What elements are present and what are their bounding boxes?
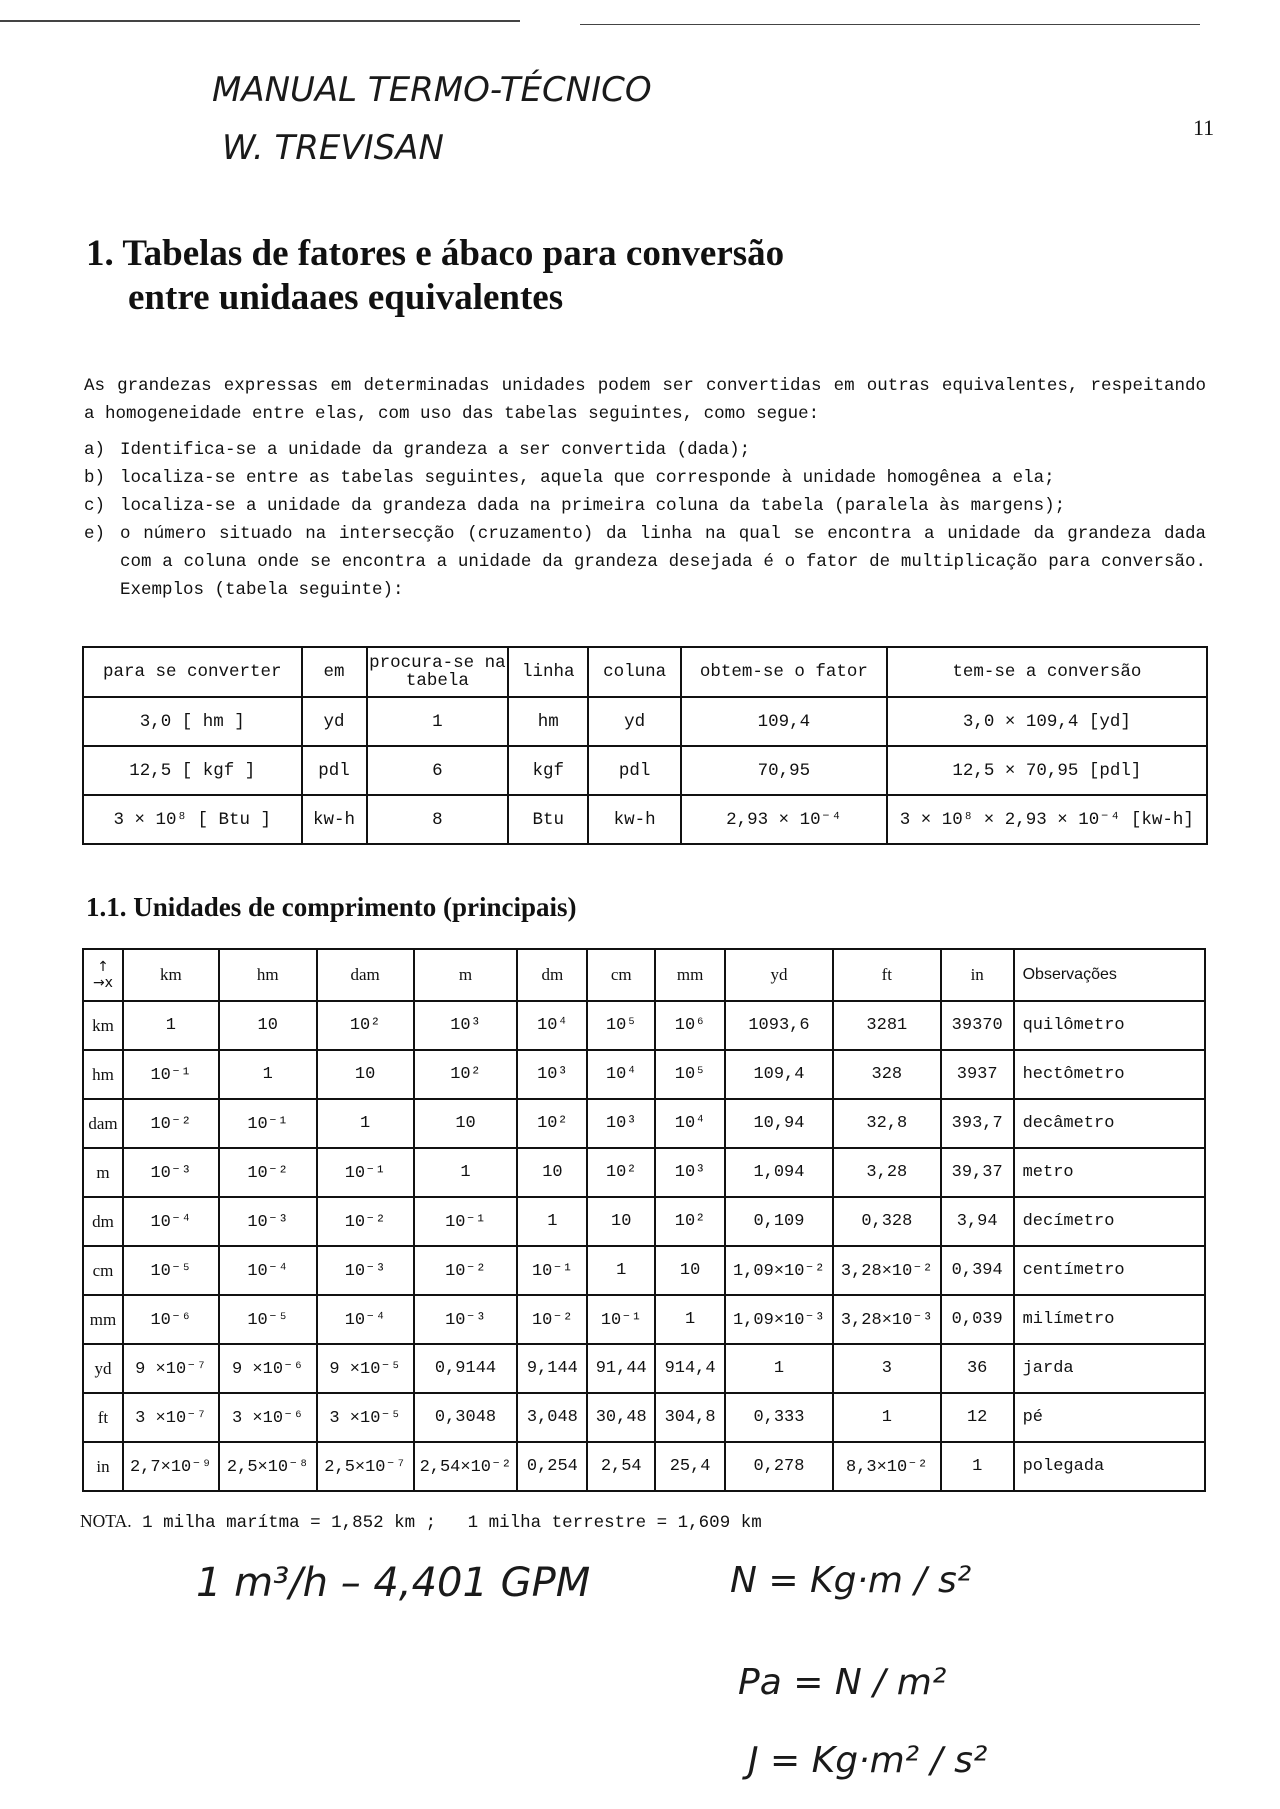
corner-cell <box>83 949 123 1001</box>
table-cell: 10⁻³ <box>414 1295 518 1344</box>
table-cell: 8,3×10⁻² <box>833 1442 941 1491</box>
table-cell: 10⁵ <box>587 1001 655 1050</box>
table-cell: 1,09×10⁻² <box>725 1246 833 1295</box>
list-marker: b) <box>84 468 106 488</box>
length-header-cell: in <box>941 949 1014 1001</box>
table-cell: 12 <box>941 1393 1014 1442</box>
observation-cell: milímetro <box>1014 1295 1205 1344</box>
table-cell: kw-h <box>588 795 681 844</box>
examples-header-cell: obtem-se o fator <box>681 647 887 697</box>
length-header-cell: dm <box>517 949 587 1001</box>
handwritten-note-newton: N = Kg·m / s² <box>730 1560 972 1601</box>
table-cell: 10⁻⁵ <box>123 1246 219 1295</box>
table-cell: 12,5 × 70,95 [pdl] <box>887 746 1207 795</box>
table-cell: 3 <box>833 1344 941 1393</box>
table-cell: 2,5×10⁻⁸ <box>219 1442 317 1491</box>
page-number: 11 <box>1193 115 1215 140</box>
table-cell: 1 <box>517 1197 587 1246</box>
table-cell: 3 ×10⁻⁶ <box>219 1393 317 1442</box>
table-cell: 1 <box>123 1001 219 1050</box>
table-cell: 10³ <box>655 1148 725 1197</box>
table-cell: 10² <box>655 1197 725 1246</box>
steps-list <box>84 436 1206 604</box>
length-header-cell: km <box>123 949 219 1001</box>
table-cell: 10⁻² <box>317 1197 414 1246</box>
list-item <box>84 464 1206 492</box>
examples-header-cell: procura-se na tabela <box>367 647 509 697</box>
table-cell: 3 ×10⁻⁷ <box>123 1393 219 1442</box>
table-cell: 1 <box>317 1099 414 1148</box>
observation-cell: metro <box>1014 1148 1205 1197</box>
table-cell: 1,09×10⁻³ <box>725 1295 833 1344</box>
list-text: o número situado na intersecção (cruzamento) da linha na qual se encontra a unidade da grandeza dada com a coluna onde se encontra a unidade da grandeza desejada é o fator de multiplicação para conversão. Exemplos (tabela seguinte): <box>120 524 1206 600</box>
table-cell: 70,95 <box>681 746 887 795</box>
table-cell: 12,5 [ kgf ] <box>83 746 302 795</box>
table-cell: 10 <box>219 1001 317 1050</box>
table-cell: 36 <box>941 1344 1014 1393</box>
length-header-cell: cm <box>587 949 655 1001</box>
table-cell: 10⁻¹ <box>219 1099 317 1148</box>
row-header-cell: yd <box>83 1344 123 1393</box>
table-row <box>83 1295 1205 1344</box>
handwritten-note-pascal: Pa = N / m² <box>738 1662 947 1703</box>
table-cell: 2,54×10⁻² <box>414 1442 518 1491</box>
table-cell: 10⁴ <box>587 1050 655 1099</box>
table-cell: kgf <box>508 746 588 795</box>
row-header-cell: in <box>83 1442 123 1491</box>
table-cell: 1,094 <box>725 1148 833 1197</box>
table-cell: 32,8 <box>833 1099 941 1148</box>
note-text: 1 milha marítma = 1,852 km ; 1 milha terrestre = 1,609 km <box>142 1513 762 1533</box>
list-marker: e) <box>84 524 106 544</box>
list-text: Identifica-se a unidade da grandeza a ser convertida (dada); <box>120 440 751 460</box>
list-item <box>84 492 1206 520</box>
table-cell: 1 <box>219 1050 317 1099</box>
handwritten-note-flow: 1 m³/h – 4,401 GPM <box>196 1560 591 1606</box>
table-cell: yd <box>588 697 681 746</box>
table-cell: 0,039 <box>941 1295 1014 1344</box>
table-row <box>83 1442 1205 1491</box>
table-cell: 0,278 <box>725 1442 833 1491</box>
table-cell: 1 <box>833 1393 941 1442</box>
table-cell: 10,94 <box>725 1099 833 1148</box>
scan-artifact-line <box>580 24 1200 25</box>
table-cell: 10² <box>317 1001 414 1050</box>
table-cell: 3281 <box>833 1001 941 1050</box>
page-title-line-2: entre unidaaes equivalentes <box>128 277 564 318</box>
table-cell: 1 <box>414 1148 518 1197</box>
intro-paragraph: As grandezas expressas em determinadas unidades podem ser convertidas em outras equivalentes, respeitando a homogeneidade entre elas, com uso das tabelas seguintes, como segue: <box>84 376 1206 424</box>
table-row <box>83 1099 1205 1148</box>
table-cell: 1093,6 <box>725 1001 833 1050</box>
observation-cell: jarda <box>1014 1344 1205 1393</box>
table-cell: 10⁴ <box>655 1099 725 1148</box>
table-cell: 2,54 <box>587 1442 655 1491</box>
list-marker: a) <box>84 440 106 460</box>
table-row <box>83 746 1207 795</box>
table-cell: 3 × 10⁸ [ Btu ] <box>83 795 302 844</box>
length-header-cell: hm <box>219 949 317 1001</box>
table-cell: 0,254 <box>517 1442 587 1491</box>
observation-cell: pé <box>1014 1393 1205 1442</box>
observation-cell: centímetro <box>1014 1246 1205 1295</box>
table-cell: 10² <box>587 1148 655 1197</box>
handwritten-author: W. TREVISAN <box>222 128 444 168</box>
table-cell: yd <box>302 697 367 746</box>
table-cell: 10⁻² <box>414 1246 518 1295</box>
row-header-cell: cm <box>83 1246 123 1295</box>
observation-cell: polegada <box>1014 1442 1205 1491</box>
table-cell: 0,328 <box>833 1197 941 1246</box>
table-cell: 9 ×10⁻⁶ <box>219 1344 317 1393</box>
table-row <box>83 1050 1205 1099</box>
table-cell: 3937 <box>941 1050 1014 1099</box>
table-cell: 2,5×10⁻⁷ <box>317 1442 414 1491</box>
table-cell: hm <box>508 697 588 746</box>
table-cell: 0,394 <box>941 1246 1014 1295</box>
table-cell: 3,94 <box>941 1197 1014 1246</box>
table-cell: 10⁻² <box>219 1148 317 1197</box>
list-item <box>84 520 1206 604</box>
row-header-cell: mm <box>83 1295 123 1344</box>
table-cell: 3,0 [ hm ] <box>83 697 302 746</box>
examples-header-row <box>83 647 1207 697</box>
table-cell: 30,48 <box>587 1393 655 1442</box>
table-row <box>83 1344 1205 1393</box>
table-cell: 3,28×10⁻² <box>833 1246 941 1295</box>
table-cell: 10⁶ <box>655 1001 725 1050</box>
observation-cell: quilômetro <box>1014 1001 1205 1050</box>
table-cell: pdl <box>302 746 367 795</box>
table-cell: 2,7×10⁻⁹ <box>123 1442 219 1491</box>
length-header-cell: dam <box>317 949 414 1001</box>
page-title <box>86 232 986 320</box>
table-row <box>83 1197 1205 1246</box>
length-units-table <box>82 948 1206 1492</box>
table-row <box>83 1246 1205 1295</box>
row-header-cell: dam <box>83 1099 123 1148</box>
table-cell: 0,3048 <box>414 1393 518 1442</box>
table-cell: 10 <box>587 1197 655 1246</box>
table-cell: 10⁻¹ <box>123 1050 219 1099</box>
table-cell: 10⁵ <box>655 1050 725 1099</box>
intro-section <box>84 372 1206 604</box>
table-row <box>83 1393 1205 1442</box>
length-header-cell: Observações <box>1014 949 1205 1001</box>
right-arrow-x-label: →x <box>92 975 113 991</box>
row-header-cell: km <box>83 1001 123 1050</box>
row-header-cell: m <box>83 1148 123 1197</box>
table-cell: 0,109 <box>725 1197 833 1246</box>
length-header-cell: mm <box>655 949 725 1001</box>
table-cell: 3,28 <box>833 1148 941 1197</box>
table-cell: 9 ×10⁻⁷ <box>123 1344 219 1393</box>
length-header-row <box>83 949 1205 1001</box>
table-cell: 304,8 <box>655 1393 725 1442</box>
table-cell: 3 × 10⁸ × 2,93 × 10⁻⁴ [kw-h] <box>887 795 1207 844</box>
examples-header-cell: coluna <box>588 647 681 697</box>
table-cell: 3,28×10⁻³ <box>833 1295 941 1344</box>
list-marker: c) <box>84 496 106 516</box>
table-cell: 10⁻¹ <box>517 1246 587 1295</box>
table-cell: 10³ <box>414 1001 518 1050</box>
table-cell: kw-h <box>302 795 367 844</box>
table-cell: 10⁻¹ <box>317 1148 414 1197</box>
table-cell: 10 <box>517 1148 587 1197</box>
table-cell: 10⁻² <box>123 1099 219 1148</box>
examples-header-cell: tem-se a conversão <box>887 647 1207 697</box>
table-cell: 2,93 × 10⁻⁴ <box>681 795 887 844</box>
length-header-cell: yd <box>725 949 833 1001</box>
table-cell: 914,4 <box>655 1344 725 1393</box>
length-header-cell: ft <box>833 949 941 1001</box>
table-row <box>83 697 1207 746</box>
table-cell: 39370 <box>941 1001 1014 1050</box>
list-item <box>84 436 1206 464</box>
table-cell: 10⁴ <box>517 1001 587 1050</box>
table-cell: 1 <box>587 1246 655 1295</box>
table-row <box>83 795 1207 844</box>
table-cell: 10⁻⁵ <box>219 1295 317 1344</box>
list-text: localiza-se entre as tabelas seguintes, aquela que corresponde à unidade homogênea a ela; <box>120 468 1055 488</box>
table-cell: 8 <box>367 795 509 844</box>
examples-header-cell: para se converter <box>83 647 302 697</box>
up-arrow-icon: ↑ <box>97 959 109 975</box>
table-cell: 0,333 <box>725 1393 833 1442</box>
observation-cell: hectômetro <box>1014 1050 1205 1099</box>
table-cell: 9,144 <box>517 1344 587 1393</box>
table-cell: 1 <box>941 1442 1014 1491</box>
table-cell: 328 <box>833 1050 941 1099</box>
table-cell: 10⁻² <box>517 1295 587 1344</box>
table-cell: 3,048 <box>517 1393 587 1442</box>
table-cell: 39,37 <box>941 1148 1014 1197</box>
examples-header-cell: linha <box>508 647 588 697</box>
handwritten-note-joule: J = Kg·m² / s² <box>748 1740 988 1781</box>
section-title: 1.1. Unidades de comprimento (principais) <box>86 892 577 922</box>
examples-header-cell: em <box>302 647 367 697</box>
table-cell: 10⁻⁴ <box>123 1197 219 1246</box>
list-text: localiza-se a unidade da grandeza dada na primeira coluna da tabela (paralela às margens); <box>120 496 1066 516</box>
table-cell: 91,44 <box>587 1344 655 1393</box>
table-cell: 10⁻³ <box>317 1246 414 1295</box>
row-header-cell: hm <box>83 1050 123 1099</box>
table-cell: 9 ×10⁻⁵ <box>317 1344 414 1393</box>
table-cell: 10⁻⁴ <box>219 1246 317 1295</box>
table-cell: 10² <box>414 1050 518 1099</box>
table-cell: 10⁻⁶ <box>123 1295 219 1344</box>
table-cell: 10³ <box>587 1099 655 1148</box>
table-cell: 25,4 <box>655 1442 725 1491</box>
table-cell: 10⁻³ <box>123 1148 219 1197</box>
page-title-line-1: 1. Tabelas de fatores e ábaco para conversão <box>86 233 785 274</box>
table-cell: 10 <box>414 1099 518 1148</box>
table-cell: 10⁻³ <box>219 1197 317 1246</box>
table-cell: 0,9144 <box>414 1344 518 1393</box>
table-cell: 10 <box>317 1050 414 1099</box>
handwritten-title: MANUAL TERMO-TÉCNICO <box>212 70 652 110</box>
table-cell: 3 ×10⁻⁵ <box>317 1393 414 1442</box>
scan-artifact-line <box>0 20 520 22</box>
table-row <box>83 1001 1205 1050</box>
table-cell: 109,4 <box>725 1050 833 1099</box>
table-cell: 6 <box>367 746 509 795</box>
observation-cell: decâmetro <box>1014 1099 1205 1148</box>
length-header-cell: m <box>414 949 518 1001</box>
table-cell: 10³ <box>517 1050 587 1099</box>
table-cell: 10 <box>655 1246 725 1295</box>
row-header-cell: dm <box>83 1197 123 1246</box>
table-cell: 10² <box>517 1099 587 1148</box>
table-cell: 10⁻⁴ <box>317 1295 414 1344</box>
table-cell: 10⁻¹ <box>414 1197 518 1246</box>
examples-table <box>82 646 1208 845</box>
table-cell: pdl <box>588 746 681 795</box>
table-cell: 109,4 <box>681 697 887 746</box>
note-label: NOTA. <box>80 1511 132 1531</box>
table-cell: 3,0 × 109,4 [yd] <box>887 697 1207 746</box>
table-cell: 10⁻¹ <box>587 1295 655 1344</box>
table-row <box>83 1148 1205 1197</box>
table-cell: Btu <box>508 795 588 844</box>
note <box>80 1511 762 1533</box>
row-header-cell: ft <box>83 1393 123 1442</box>
table-cell: 1 <box>655 1295 725 1344</box>
table-cell: 1 <box>725 1344 833 1393</box>
table-cell: 393,7 <box>941 1099 1014 1148</box>
table-cell: 1 <box>367 697 509 746</box>
observation-cell: decímetro <box>1014 1197 1205 1246</box>
